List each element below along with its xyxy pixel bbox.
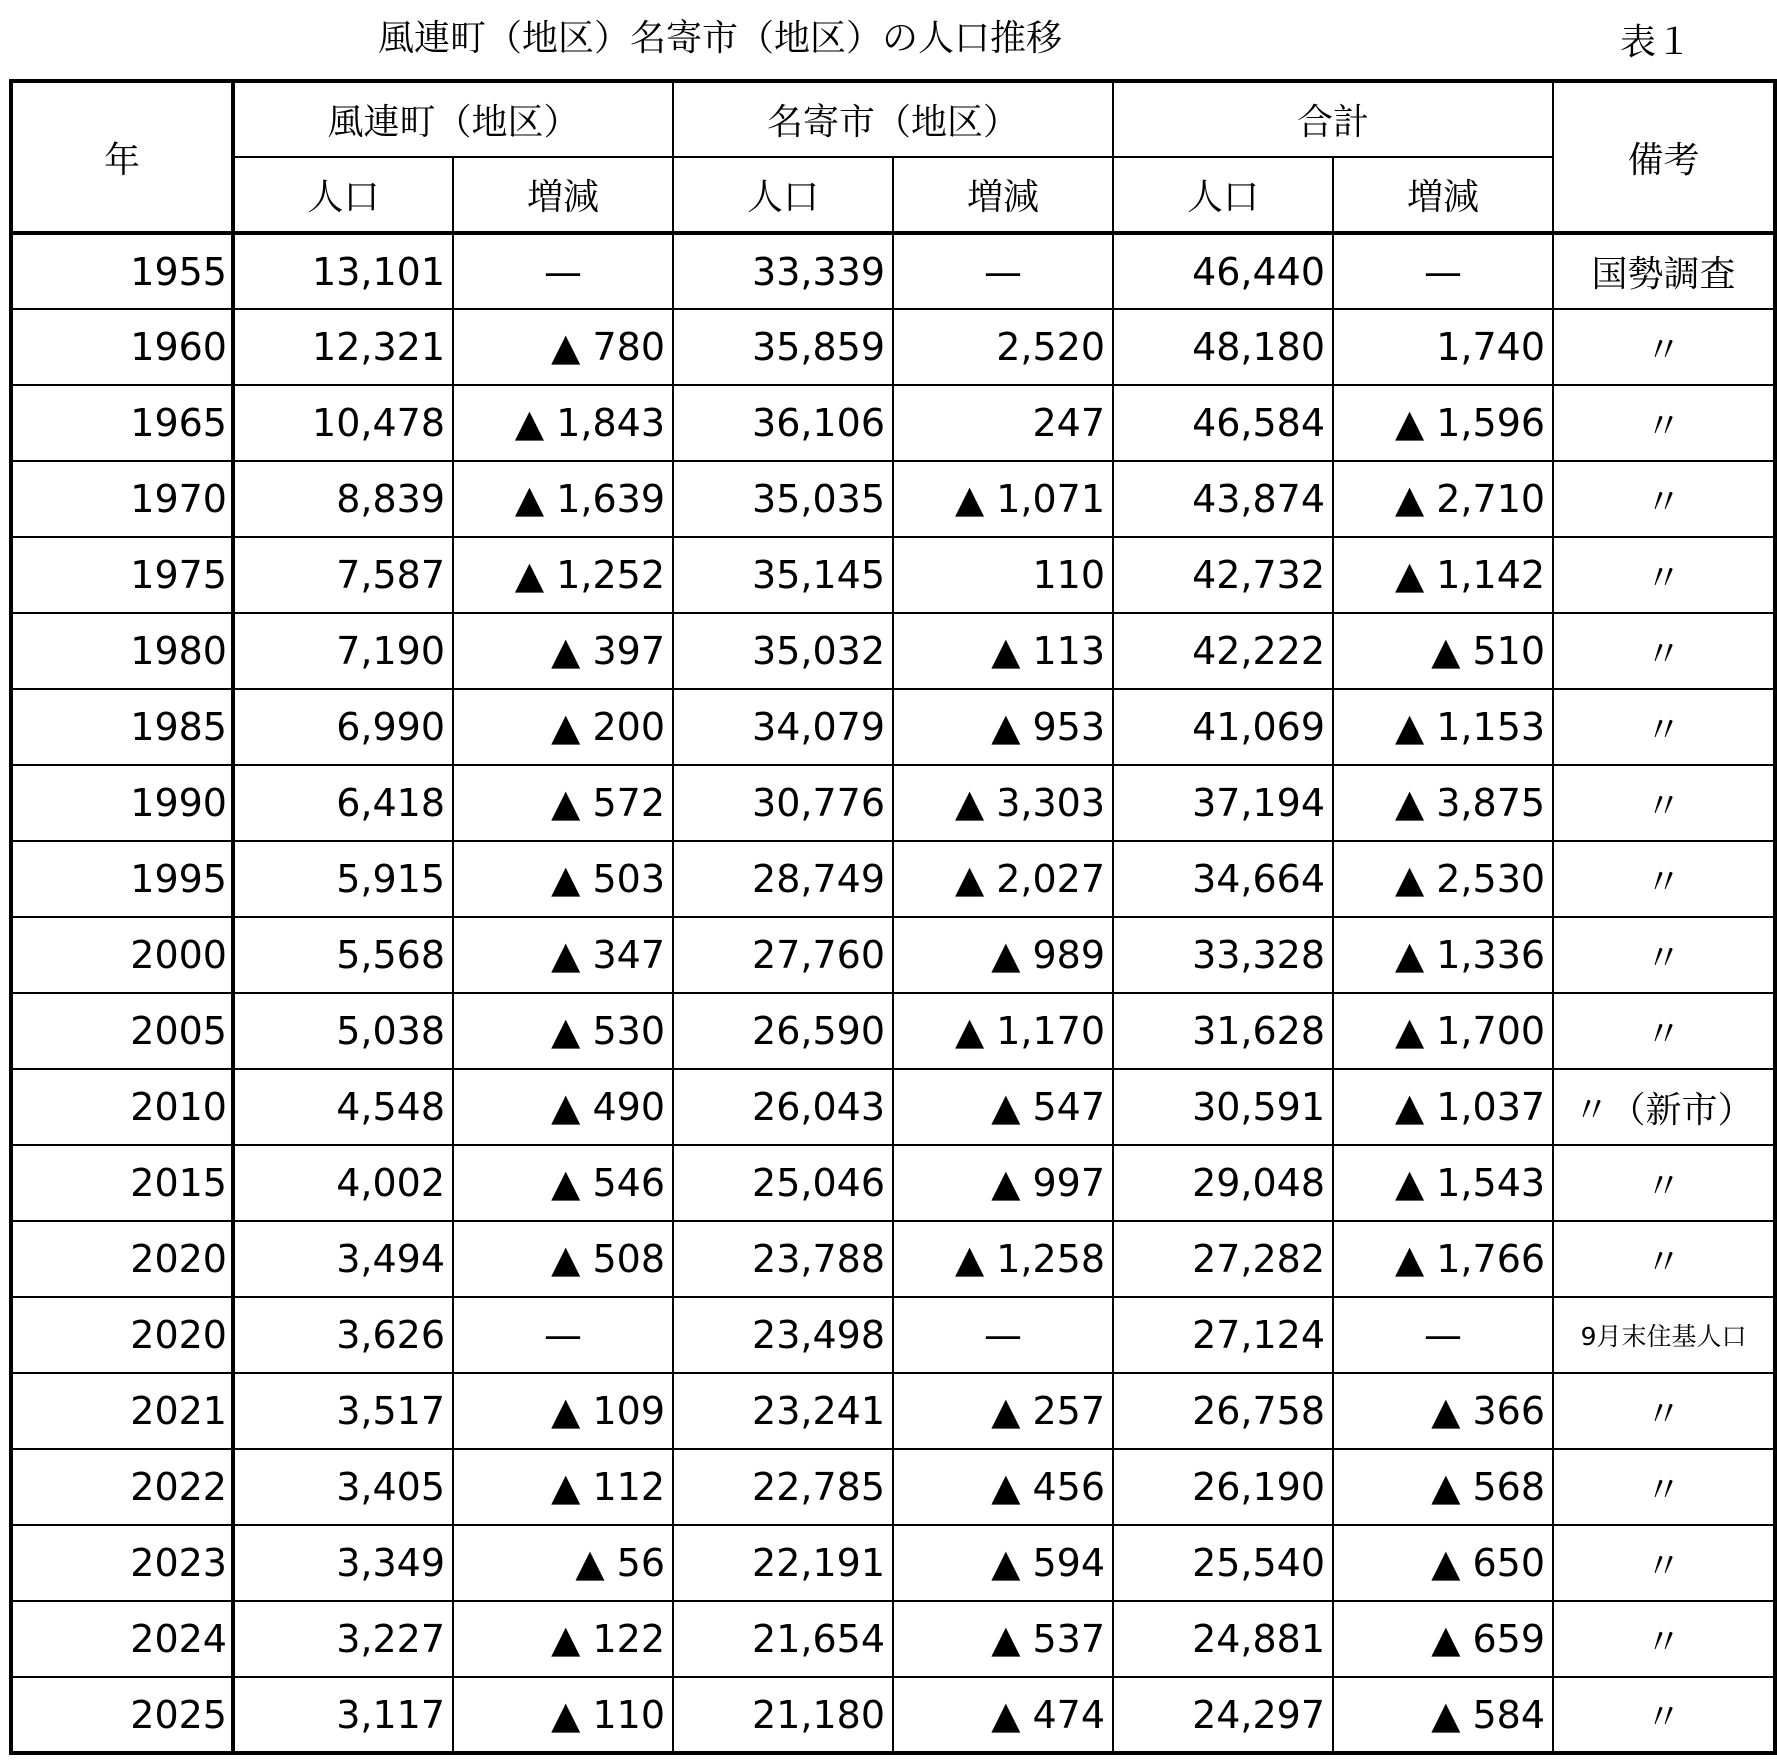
- header-nayoro-population: 人口: [673, 157, 893, 233]
- total-change-cell: ▲ 1,700: [1333, 993, 1553, 1069]
- year-cell: 1980: [11, 613, 233, 689]
- nayoro-population-cell: 23,498: [673, 1297, 893, 1373]
- table-row: [11, 1069, 1775, 1145]
- remarks-cell: 〃: [1553, 1221, 1775, 1297]
- table-header: [11, 81, 1775, 233]
- header-total: 合計: [1113, 81, 1553, 157]
- table-row: [11, 385, 1775, 461]
- total-population-cell: 26,190: [1113, 1449, 1333, 1525]
- nayoro-change-cell: ▲ 1,071: [893, 461, 1113, 537]
- furen-change-cell: ▲ 200: [453, 689, 673, 765]
- table-row: [11, 1373, 1775, 1449]
- furen-population-cell: 12,321: [233, 309, 453, 385]
- nayoro-population-cell: 23,788: [673, 1221, 893, 1297]
- nayoro-change-cell: ▲ 257: [893, 1373, 1113, 1449]
- table-number: 表１: [1620, 22, 1693, 63]
- furen-population-cell: 4,002: [233, 1145, 453, 1221]
- remarks-cell: 〃: [1553, 309, 1775, 385]
- year-cell: 1990: [11, 765, 233, 841]
- total-change-cell: ▲ 3,875: [1333, 765, 1553, 841]
- total-change-cell: ▲ 1,543: [1333, 1145, 1553, 1221]
- remarks-cell: 〃: [1553, 1145, 1775, 1221]
- furen-change-cell: ▲ 110: [453, 1677, 673, 1753]
- furen-population-cell: 3,227: [233, 1601, 453, 1677]
- remarks-cell: 〃: [1553, 1373, 1775, 1449]
- total-change-cell: —: [1333, 233, 1553, 309]
- table-row: [11, 1525, 1775, 1601]
- nayoro-population-cell: 21,654: [673, 1601, 893, 1677]
- furen-change-cell: ▲ 347: [453, 917, 673, 993]
- table-row: [11, 917, 1775, 993]
- total-population-cell: 25,540: [1113, 1525, 1333, 1601]
- total-change-cell: ▲ 1,142: [1333, 537, 1553, 613]
- table-title: 風連町（地区）名寄市（地区）の人口推移: [378, 18, 1063, 59]
- nayoro-change-cell: ▲ 953: [893, 689, 1113, 765]
- remarks-cell: 国勢調査: [1553, 233, 1775, 309]
- total-change-cell: ▲ 1,766: [1333, 1221, 1553, 1297]
- remarks-cell: 〃: [1553, 1677, 1775, 1753]
- year-cell: 2024: [11, 1601, 233, 1677]
- table-row: [11, 993, 1775, 1069]
- furen-population-cell: 3,494: [233, 1221, 453, 1297]
- remarks-cell: 〃: [1553, 993, 1775, 1069]
- total-population-cell: 43,874: [1113, 461, 1333, 537]
- nayoro-change-cell: ▲ 997: [893, 1145, 1113, 1221]
- table-row: [11, 309, 1775, 385]
- total-change-cell: ▲ 2,530: [1333, 841, 1553, 917]
- furen-population-cell: 7,190: [233, 613, 453, 689]
- year-cell: 2020: [11, 1297, 233, 1373]
- nayoro-change-cell: ▲ 1,170: [893, 993, 1113, 1069]
- nayoro-population-cell: 23,241: [673, 1373, 893, 1449]
- total-population-cell: 46,440: [1113, 233, 1333, 309]
- population-table: [9, 79, 1777, 1755]
- nayoro-change-cell: ▲ 113: [893, 613, 1113, 689]
- furen-change-cell: ▲ 112: [453, 1449, 673, 1525]
- table-row: [11, 1297, 1775, 1373]
- year-cell: 2021: [11, 1373, 233, 1449]
- remarks-cell: 9月末住基人口: [1553, 1297, 1775, 1373]
- year-cell: 1955: [11, 233, 233, 309]
- header-total-change: 増減: [1333, 157, 1553, 233]
- nayoro-population-cell: 35,145: [673, 537, 893, 613]
- year-cell: 2023: [11, 1525, 233, 1601]
- nayoro-population-cell: 26,043: [673, 1069, 893, 1145]
- table-row: [11, 689, 1775, 765]
- header-furen-population: 人口: [233, 157, 453, 233]
- furen-population-cell: 5,038: [233, 993, 453, 1069]
- year-cell: 2010: [11, 1069, 233, 1145]
- table-row: [11, 1145, 1775, 1221]
- furen-change-cell: ▲ 1,252: [453, 537, 673, 613]
- table-body: [11, 233, 1775, 1753]
- year-cell: 2022: [11, 1449, 233, 1525]
- furen-population-cell: 10,478: [233, 385, 453, 461]
- total-population-cell: 27,124: [1113, 1297, 1333, 1373]
- year-cell: 1960: [11, 309, 233, 385]
- total-population-cell: 34,664: [1113, 841, 1333, 917]
- nayoro-population-cell: 35,859: [673, 309, 893, 385]
- furen-change-cell: —: [453, 1297, 673, 1373]
- remarks-cell: 〃: [1553, 1601, 1775, 1677]
- nayoro-change-cell: ▲ 1,258: [893, 1221, 1113, 1297]
- furen-population-cell: 6,418: [233, 765, 453, 841]
- furen-population-cell: 7,587: [233, 537, 453, 613]
- year-cell: 2015: [11, 1145, 233, 1221]
- nayoro-population-cell: 22,191: [673, 1525, 893, 1601]
- nayoro-change-cell: ▲ 456: [893, 1449, 1113, 1525]
- nayoro-population-cell: 26,590: [673, 993, 893, 1069]
- year-cell: 2020: [11, 1221, 233, 1297]
- furen-change-cell: ▲ 508: [453, 1221, 673, 1297]
- furen-change-cell: ▲ 530: [453, 993, 673, 1069]
- nayoro-change-cell: 247: [893, 385, 1113, 461]
- total-population-cell: 31,628: [1113, 993, 1333, 1069]
- nayoro-change-cell: ▲ 3,303: [893, 765, 1113, 841]
- header-furen-change: 増減: [453, 157, 673, 233]
- total-population-cell: 46,584: [1113, 385, 1333, 461]
- furen-change-cell: ▲ 546: [453, 1145, 673, 1221]
- nayoro-change-cell: ▲ 594: [893, 1525, 1113, 1601]
- total-population-cell: 33,328: [1113, 917, 1333, 993]
- total-change-cell: ▲ 1,596: [1333, 385, 1553, 461]
- remarks-cell: 〃: [1553, 537, 1775, 613]
- header-year: 年: [11, 81, 233, 233]
- remarks-cell: 〃（新市）: [1553, 1069, 1775, 1145]
- total-change-cell: ▲ 510: [1333, 613, 1553, 689]
- total-change-cell: 1,740: [1333, 309, 1553, 385]
- nayoro-population-cell: 21,180: [673, 1677, 893, 1753]
- table-row: [11, 841, 1775, 917]
- total-population-cell: 48,180: [1113, 309, 1333, 385]
- year-cell: 1970: [11, 461, 233, 537]
- furen-population-cell: 8,839: [233, 461, 453, 537]
- nayoro-population-cell: 28,749: [673, 841, 893, 917]
- table-row: [11, 1221, 1775, 1297]
- table-row: [11, 537, 1775, 613]
- header-total-population: 人口: [1113, 157, 1333, 233]
- total-population-cell: 24,881: [1113, 1601, 1333, 1677]
- furen-population-cell: 3,517: [233, 1373, 453, 1449]
- remarks-cell: 〃: [1553, 613, 1775, 689]
- total-population-cell: 42,222: [1113, 613, 1333, 689]
- nayoro-change-cell: 110: [893, 537, 1113, 613]
- total-change-cell: ▲ 650: [1333, 1525, 1553, 1601]
- total-change-cell: ▲ 2,710: [1333, 461, 1553, 537]
- furen-change-cell: ▲ 397: [453, 613, 673, 689]
- table-row: [11, 613, 1775, 689]
- table-row: [11, 1677, 1775, 1753]
- header-remarks: 備考: [1553, 81, 1775, 233]
- nayoro-change-cell: —: [893, 1297, 1113, 1373]
- table-row: [11, 1449, 1775, 1525]
- furen-population-cell: 4,548: [233, 1069, 453, 1145]
- table-row: [11, 461, 1775, 537]
- remarks-cell: 〃: [1553, 1449, 1775, 1525]
- header-furen: 風連町（地区）: [233, 81, 673, 157]
- header-nayoro: 名寄市（地区）: [673, 81, 1113, 157]
- total-change-cell: ▲ 1,336: [1333, 917, 1553, 993]
- furen-population-cell: 6,990: [233, 689, 453, 765]
- total-population-cell: 42,732: [1113, 537, 1333, 613]
- nayoro-change-cell: ▲ 989: [893, 917, 1113, 993]
- year-cell: 2005: [11, 993, 233, 1069]
- furen-change-cell: ▲ 572: [453, 765, 673, 841]
- nayoro-change-cell: —: [893, 233, 1113, 309]
- nayoro-change-cell: ▲ 2,027: [893, 841, 1113, 917]
- nayoro-population-cell: 27,760: [673, 917, 893, 993]
- nayoro-population-cell: 33,339: [673, 233, 893, 309]
- furen-population-cell: 13,101: [233, 233, 453, 309]
- header-nayoro-change: 増減: [893, 157, 1113, 233]
- nayoro-change-cell: ▲ 537: [893, 1601, 1113, 1677]
- furen-change-cell: ▲ 1,639: [453, 461, 673, 537]
- year-cell: 1985: [11, 689, 233, 765]
- remarks-cell: 〃: [1553, 841, 1775, 917]
- nayoro-change-cell: 2,520: [893, 309, 1113, 385]
- furen-population-cell: 5,568: [233, 917, 453, 993]
- total-population-cell: 37,194: [1113, 765, 1333, 841]
- total-population-cell: 26,758: [1113, 1373, 1333, 1449]
- furen-population-cell: 3,626: [233, 1297, 453, 1373]
- year-cell: 1975: [11, 537, 233, 613]
- total-population-cell: 27,282: [1113, 1221, 1333, 1297]
- total-change-cell: ▲ 366: [1333, 1373, 1553, 1449]
- nayoro-change-cell: ▲ 547: [893, 1069, 1113, 1145]
- furen-change-cell: —: [453, 233, 673, 309]
- total-population-cell: 41,069: [1113, 689, 1333, 765]
- remarks-cell: 〃: [1553, 1525, 1775, 1601]
- furen-change-cell: ▲ 122: [453, 1601, 673, 1677]
- table-row: [11, 233, 1775, 309]
- furen-population-cell: 3,349: [233, 1525, 453, 1601]
- year-cell: 2025: [11, 1677, 233, 1753]
- remarks-cell: 〃: [1553, 689, 1775, 765]
- nayoro-population-cell: 30,776: [673, 765, 893, 841]
- table-row: [11, 765, 1775, 841]
- total-change-cell: —: [1333, 1297, 1553, 1373]
- remarks-cell: 〃: [1553, 461, 1775, 537]
- furen-change-cell: ▲ 490: [453, 1069, 673, 1145]
- total-change-cell: ▲ 1,037: [1333, 1069, 1553, 1145]
- furen-change-cell: ▲ 503: [453, 841, 673, 917]
- nayoro-population-cell: 34,079: [673, 689, 893, 765]
- remarks-cell: 〃: [1553, 765, 1775, 841]
- nayoro-population-cell: 35,032: [673, 613, 893, 689]
- total-change-cell: ▲ 659: [1333, 1601, 1553, 1677]
- furen-change-cell: ▲ 109: [453, 1373, 673, 1449]
- remarks-cell: 〃: [1553, 385, 1775, 461]
- remarks-cell: 〃: [1553, 917, 1775, 993]
- furen-population-cell: 5,915: [233, 841, 453, 917]
- furen-change-cell: ▲ 780: [453, 309, 673, 385]
- total-population-cell: 29,048: [1113, 1145, 1333, 1221]
- year-cell: 1995: [11, 841, 233, 917]
- nayoro-population-cell: 25,046: [673, 1145, 893, 1221]
- year-cell: 2000: [11, 917, 233, 993]
- total-population-cell: 30,591: [1113, 1069, 1333, 1145]
- furen-change-cell: ▲ 1,843: [453, 385, 673, 461]
- nayoro-population-cell: 22,785: [673, 1449, 893, 1525]
- table-row: [11, 1601, 1775, 1677]
- nayoro-population-cell: 36,106: [673, 385, 893, 461]
- total-population-cell: 24,297: [1113, 1677, 1333, 1753]
- total-change-cell: ▲ 584: [1333, 1677, 1553, 1753]
- furen-population-cell: 3,117: [233, 1677, 453, 1753]
- total-change-cell: ▲ 1,153: [1333, 689, 1553, 765]
- furen-population-cell: 3,405: [233, 1449, 453, 1525]
- total-change-cell: ▲ 568: [1333, 1449, 1553, 1525]
- nayoro-population-cell: 35,035: [673, 461, 893, 537]
- year-cell: 1965: [11, 385, 233, 461]
- nayoro-change-cell: ▲ 474: [893, 1677, 1113, 1753]
- furen-change-cell: ▲ 56: [453, 1525, 673, 1601]
